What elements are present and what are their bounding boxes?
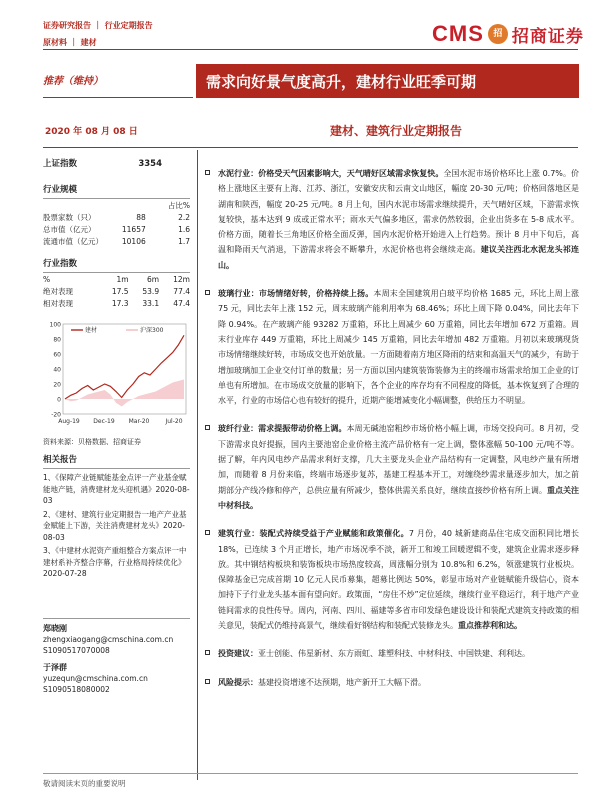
footer-divider (43, 773, 578, 774)
bullet-square-icon (205, 679, 210, 684)
y-tick-label: 40 (53, 366, 61, 374)
bullet-body: 本周无碱池窑粗纱市场价格小幅上调，市场交投向可。8 月初，受下游需求良好提振，国内主要池窑企业价格主流产品价格有一定上调，整体涨幅 50-100 元/吨不等。据了解，年内风电纱产品需求利好支撑，几大主要龙头企业产品结构有一定调整，风电纱产量有所增加，而随着 8 月份来临，终端市场逐步复苏，基建工程基本开工，对缠绕纱需求量逐步加大，加之前期部分产线冷修和停产，总供应量有所减少，整体供需关系良好，继续直接纱价格有所上调。 (218, 424, 579, 495)
analyst-email[interactable]: yuzequn@cmschina.com.cn (43, 674, 148, 683)
table-row (43, 286, 190, 298)
performance-table (43, 274, 190, 310)
row-value: 77.4 (173, 287, 190, 296)
bullet-square-icon (205, 425, 210, 430)
index-row (43, 158, 190, 172)
bullet-square-icon (205, 650, 210, 655)
column-divider (197, 150, 198, 780)
bullet-heading: 玻璃行业：市场情绪好转，价格持续上扬。 (218, 289, 374, 299)
y-tick-label: -20 (51, 411, 61, 419)
report-date: 2020 年 08 月 08 日 (45, 127, 138, 137)
analyst-name: 于泽群 (43, 663, 67, 672)
related-title: 相关报告 (43, 455, 78, 465)
legend-label: 建材 (85, 327, 98, 334)
bullet-cement (205, 166, 579, 273)
bullet-highlight: 重点推荐利和达。 (458, 621, 522, 631)
report-category: 证券研究报告 ｜ 行业定期报告 (43, 21, 153, 30)
cms-logo (432, 21, 584, 47)
col-header: 1m (116, 275, 129, 284)
bullet-square-icon (205, 530, 210, 535)
row-pct: 1.7 (178, 237, 190, 246)
row-label: 流通市值（亿元） (43, 237, 103, 246)
related-list (43, 472, 190, 580)
bullet-risk (205, 675, 579, 690)
row-pct: 1.6 (178, 225, 190, 234)
header-divider (43, 49, 578, 50)
bullet-heading: 建筑行业：装配式持续受益于产业赋能和政策催化。 (218, 529, 409, 539)
row-value: 47.4 (173, 299, 190, 308)
bullet-heading: 风险提示： (218, 677, 258, 687)
bullet-glass (205, 286, 579, 408)
bullet-heading: 水泥行业：价格受天气因素影响大，天气晴好区域需求恢复快。 (218, 169, 444, 178)
report-title: 建材、建筑行业定期报告 (330, 124, 463, 138)
y-tick-label: 20 (53, 381, 61, 389)
bullet-body: 全国水泥市场价格环比上涨 0.7%。价格上涨地区主要有上海、江苏、浙江，安徽安庆和云南文山地区，幅度 20-30 元/吨；价格回落地区是湖南和陕西，幅度 20-25 元/吨。8 月上旬，国内水泥市场需求继续提升，天气晴好区域，下游需求恢复较快，基本达到 9 成或正常水平；雨水天气偏多地区，需求仍然较弱，企业出货多在 5-8 成水平。价格方面，随着长三角地区价格全面反弹，国内水泥价格开始进入上行趋势。预计 8 月中下旬后，高温和降雨天气消退，下游需求将会不断攀升，水泥价格也将会继续走高。 (218, 169, 579, 255)
analysts (43, 618, 190, 695)
bullet-fiberglass (205, 421, 579, 513)
bullet-highlight: 重点关注中材科技。 (218, 485, 580, 510)
title-divider (43, 147, 578, 148)
analyst-license: S1090517070008 (43, 646, 110, 655)
y-tick-label: 100 (49, 321, 61, 329)
rating: 推荐（维持） (43, 76, 103, 87)
table-row (43, 298, 190, 310)
related-report-link[interactable]: 3、《中建材水泥资产重组整合方案点评一中建材系补齐整合序幕，行业格局持续优化》2020-07-28 (43, 546, 187, 578)
bullet-body: 亚士创能、伟星新材、东方雨虹、雄塑科技、中材科技、中国铁建、利利达。 (258, 649, 530, 659)
y-tick-label: 80 (53, 336, 61, 344)
analyst-license: S1090518080002 (43, 685, 110, 694)
y-tick-label: 0 (57, 396, 61, 404)
divider (43, 272, 190, 273)
x-tick-label: Aug-19 (58, 418, 80, 425)
row-value: 53.9 (142, 287, 160, 296)
footer-note: 敬请阅读末页的重要说明 (43, 779, 126, 788)
x-tick-label: Jul-20 (165, 418, 183, 425)
row-value: 11657 (121, 225, 146, 234)
row-value: 88 (136, 213, 146, 222)
analyst-email[interactable]: zhengxiaogang@cmschina.com.cn (43, 635, 174, 644)
index-value: 3354 (138, 159, 162, 169)
col-header: % (43, 275, 51, 284)
row-value: 33.1 (142, 299, 160, 308)
table-row (43, 212, 190, 224)
divider (43, 468, 190, 469)
x-tick-label: Mar-20 (128, 418, 150, 425)
row-label: 相对表现 (43, 299, 73, 308)
sidebar (43, 158, 190, 582)
bullet-heading: 投资建议： (218, 649, 258, 659)
related-report-link[interactable]: 1、《保障产业链赋能基金点评一产业基金赋能地产链，消费建材龙头迎机遇》2020-08-03 (43, 473, 190, 505)
bullet-square-icon (205, 170, 210, 175)
report-banner-title: 需求向好景气度高升，建材行业旺季可期 (196, 64, 579, 98)
row-value: 10106 (121, 237, 146, 246)
performance-chart (43, 314, 190, 434)
col-header: 6m (147, 275, 160, 284)
row-value: 17.5 (111, 287, 129, 296)
analyst-name: 郑晓刚 (43, 624, 67, 633)
divider (43, 198, 190, 199)
performance-title: 行业指数 (43, 259, 78, 269)
main-content (205, 166, 579, 690)
col-header: 12m (173, 275, 190, 284)
row-label: 总市值（亿元） (43, 225, 96, 234)
bullet-investment (205, 646, 579, 661)
bullet-construction (205, 526, 579, 633)
divider (43, 618, 190, 619)
x-tick-label: Dec-19 (93, 418, 115, 425)
index-label: 上证指数 (43, 159, 78, 169)
rating-underline (43, 97, 193, 98)
industry-scale-title: 行业规模 (43, 185, 78, 195)
related-report-link[interactable]: 2、《建材、建筑行业定期报告一地产产业基金赋能上下游，关注消费建材龙头》2020-08-03 (43, 509, 187, 542)
logo-text: CMS (432, 21, 484, 46)
legend-label: 沪深300 (140, 327, 164, 334)
bullet-body: 基建投资增速不达预期，地产新开工大幅下滑。 (258, 677, 426, 687)
bullet-highlight: 建议关注西北水泥龙头祁连山。 (218, 245, 580, 270)
table-row (43, 224, 190, 236)
logo-badge-icon: 招 (488, 24, 508, 44)
table-header-row (43, 274, 190, 286)
y-tick-label: 60 (53, 351, 61, 359)
logo-chinese-name: 招商证券 (511, 26, 584, 47)
report-sector: 原材料 ｜ 建材 (43, 38, 97, 47)
industry-scale-table (43, 200, 190, 248)
bullet-body: 本周末全国建筑用白玻平均价格 1685 元，环比上周上涨 75 元，同比去年上涨 152 元，周末玻璃产能利用率为 68.46%；环比上周下降 0.04%，同比去年下降 0.94%。在产玻璃产能 93282 万重箱，环比上周减少 60 万重箱，同比去年增加 672 万重箱。周末行业库存 449 万重箱，环比上周减少 145 万重箱，同比去年增加 482 万重箱。月初以来玻璃现货市场情绪继续好转，市场成交也开始放量。一方面随着南方地区降雨的结束和高温天气的减少，有助于增加玻璃加工企业交付订单的数量；另一方面以国内建筑装饰装修为主的终端市场需求给加工企业的订单也有所增加。在市场成交放量的影响下，各个企业的库存均有不同程度的降低，基本恢复到了合理的水平，行业的市场信心也有较好的提升，近期产能增减变化小幅调整，供给压力不明显。 (218, 289, 579, 406)
row-label: 股票家数（只） (43, 213, 96, 222)
row-value: 17.3 (111, 299, 129, 308)
bullet-heading: 玻纤行业：需求提振带动价格上调。 (218, 424, 347, 434)
row-pct: 2.2 (178, 213, 190, 222)
pct-header: 占比% (167, 201, 190, 210)
bullet-body: 7 月份，40 城新建商品住宅成交面积同比增长 18%，已连续 3 个月正增长，地产市场况季不淡，新开工和竣工回暖逻辑不变，建筑企业需求逐步释放。其中钢结构板块和装饰板块市场热度较高，周涨幅分别为 10.8%和 6.2%，领涨建筑行业板块。保障基金已完成首期 10 亿元人民币募集，超募比例达 50%，彰显市场对产业链赋能升级信心，资本加持下子行业龙头基本面有望向好。政策面，“房住不炒”定位延续，继续行业平稳运行，利于地产产业链间需求的良性传导。周内，河南、四川、福建等多省市印发绿色建设设计和装配式建筑支持政策的相关意见，装配式仍维持高景气，继续看好钢结构和装配式装修龙头。 (218, 529, 579, 631)
row-label: 绝对表现 (43, 287, 73, 296)
bullet-square-icon (205, 290, 210, 295)
table-row (43, 236, 190, 248)
chart-source: 资料来源：贝格数据、招商证券 (43, 438, 141, 446)
